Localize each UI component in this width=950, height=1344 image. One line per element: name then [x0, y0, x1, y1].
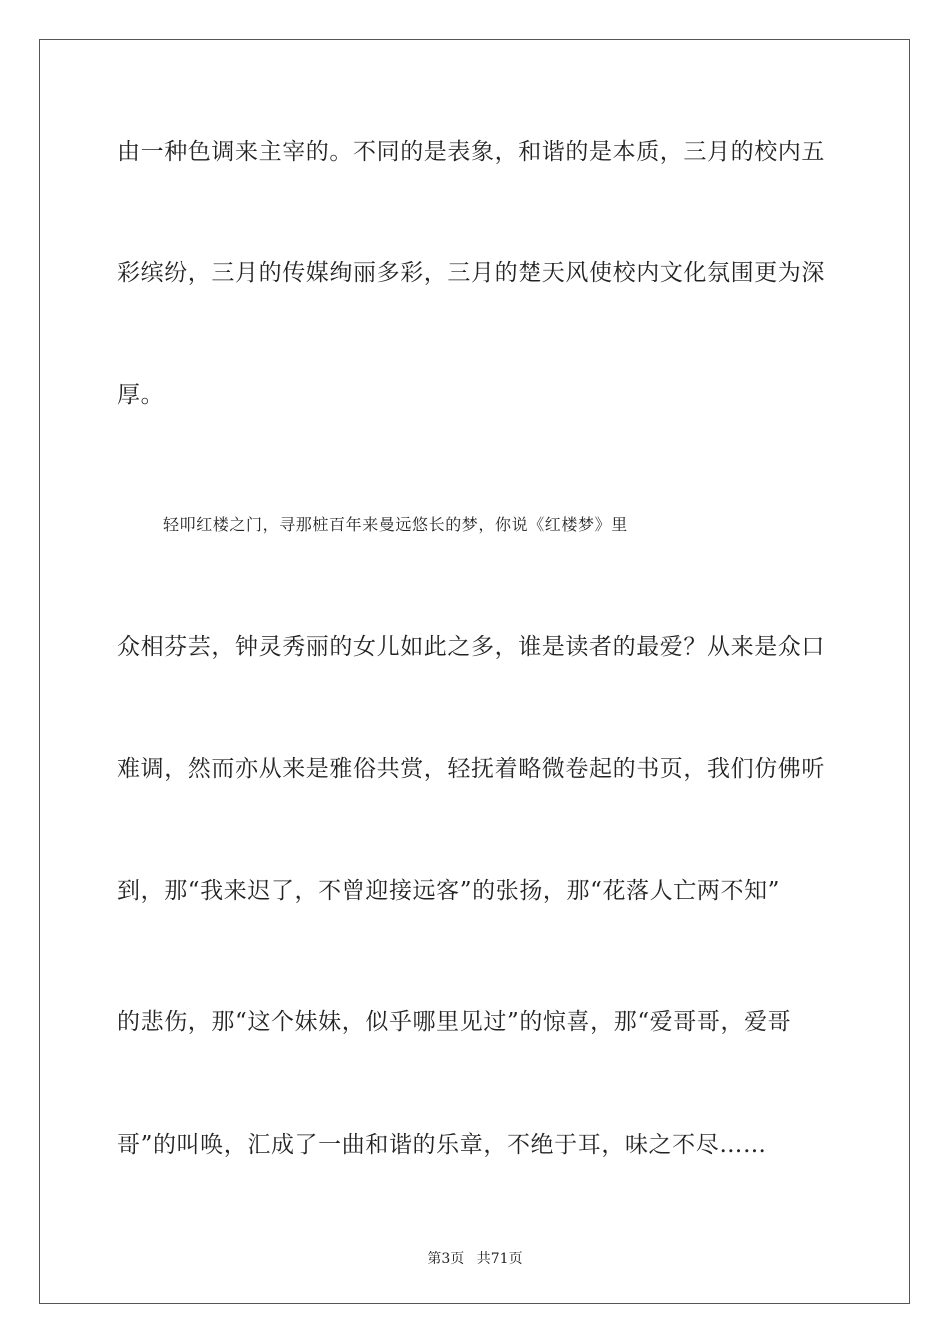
page-footer	[0, 1248, 950, 1268]
text-line-3: 厚。	[117, 382, 165, 408]
text-line-9: 哥”的叫唤，汇成了一曲和谐的乐章，不绝于耳，味之不尽……	[117, 1132, 767, 1158]
text-line-5: 众相芬芸，钟灵秀丽的女儿如此之多，谁是读者的最爱？从来是众口	[117, 634, 825, 660]
text-line-7: 到，那“我来迟了，不曾迎接远客”的张扬，那“花落人亡两不知”	[117, 878, 781, 904]
page-total: 共71页	[476, 1251, 523, 1267]
text-line-2: 彩缤纷，三月的传媒绚丽多彩，三月的楚天风使校内文化氛围更为深	[117, 260, 825, 286]
page-number: 第3页	[427, 1251, 465, 1267]
text-line-6: 难调，然而亦从来是雅俗共赏，轻抚着略微卷起的书页，我们仿佛听	[117, 756, 825, 782]
text-line-4: 轻叩红楼之门，寻那桩百年来曼远悠长的梦，你说《红楼梦》里	[163, 515, 628, 534]
text-line-8: 的悲伤，那“这个妹妹，似乎哪里见过”的惊喜，那“爱哥哥，爱哥	[117, 1009, 792, 1035]
page-frame	[39, 39, 910, 1304]
text-line-1: 由一种色调来主宰的。不同的是表象，和谐的是本质，三月的校内五	[117, 139, 825, 165]
